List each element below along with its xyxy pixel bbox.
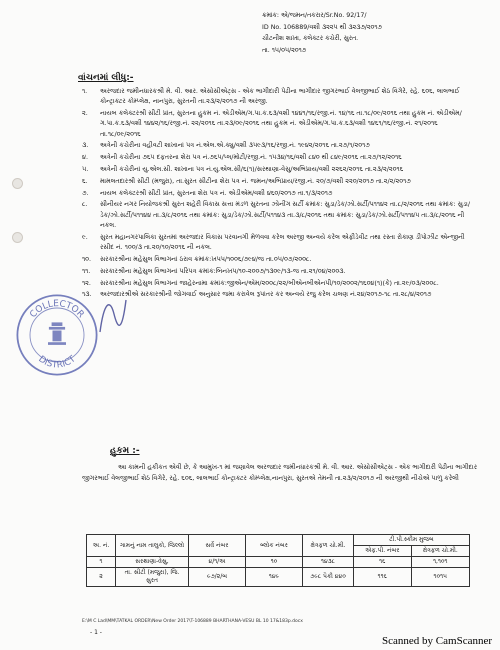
cell-survey: ૯૭/૨/બ — [189, 568, 246, 587]
reference-item — [82, 152, 477, 162]
id-number: ID No. 106889/વશી ૩૨૨૫ થી ૩૨૩૭/૨૦૧૭ — [262, 23, 382, 31]
reference-number: ૧૦. — [82, 254, 92, 263]
reference-text: અરજદાર જમીનધારકશ્રી મે. વી. આર. એસોસીએટ્સ - એક ભાગીદારી પેઢીના ભાગીદાર જીગરભાઈ વેલજીભાઈ શેઠ વિગેરે, રહે. ૬૦૬, લાલભાઈ કોન્ટ્રાક્ટર કોમ્પ્લેક્ષ, નાનપુરા, સુરતની તા.૨૩/૨/૨૦૧૭ ની અરજી. — [100, 87, 460, 106]
header-sr: અ. નં. — [87, 535, 116, 557]
svg-text:COLLECTOR — [28, 299, 85, 320]
punch-hole — [12, 178, 23, 189]
office-name: ચીટનીશ શાખા, કલેક્ટર કચેરી, સુરત. — [262, 35, 359, 42]
reference-item — [82, 254, 477, 264]
cell-fp: ૧૬ — [354, 557, 412, 568]
header-survey: સર્વે નંબર — [189, 535, 246, 557]
reference-number: ૩. — [82, 141, 89, 150]
reference-text: સરકારશ્રીના મહેસુલ વિભાગનાં ઠરાવ ક્રમાંક:ખપપ/૧૦૦૬/૭૯૪/જ તા.૦૫/૦૭/૨૦૦૮. — [100, 254, 312, 263]
reference-number: ૪. — [82, 153, 88, 162]
page-number: - 1 - — [90, 629, 102, 636]
reference-text: સીનીયર નગર નિયોજકશ્રી સુરત શહેરી વિકાસ સત્તા મંડળ સુરતના ઝોનીંગ સર્ટી ક્રમાંક: સુડા/ડેક/ઝો.સર્ટી/પ૧૧૪૨ તા.૮/૨/૨૦૧૬ તથા ક્રમાંક: સુડા/ડેક/ઝો.સર્ટી/પ૧૧૪૪ તા.૩/૮/૨૦૧૬ તથા ક્રમાંક: સુડા/ડેક/ઝો.સર્ટી/પ૧૧૪૩ તા.૩/૮/૨૦૧૬ તથા ક્રમાંક: સુડા/ડેક/ઝો.સર્ટી/પ૧૧૪૫ તા.૩/૮/૨૦૧૬ ની નકલ. — [100, 200, 470, 230]
reference-text: મામલતદારશ્રી સીટી (મજુરા), તા.સુરત સીટીના શેરા પત્ર નં. જમન/અભિપ્રાય/રજી.નં. ૨૦/૭/વશી ૨૨૦/૨૦૧૭ તા.૨/૨/૨૦૧૭ — [100, 176, 411, 185]
reference-number: ૧. — [82, 87, 88, 95]
reference-number: ૫. — [82, 165, 89, 174]
reference-number: ૧૧. — [82, 266, 91, 275]
reference-number: ૧૨. — [82, 278, 91, 287]
reference-text: સરકારશ્રીના મહેસુલ વિભાગનાં પરિપત્ર ક્રમાંક:બિનખપ/૧૦-૨૦૦૭/૧૩૦૯/૧૩-જ તા.૨૧/૦૪/૨૦૦૩. — [100, 266, 346, 275]
reference-item — [82, 266, 477, 276]
reference-text: નાયબ કલેક્ટરશ્રી સીટી પ્રાંત, સુરતના હુકમ નં. એડીએમ/ગ.પા.ક.૬૩/વશી ૧૪૪૧/૧૬/રજી.નં. ૧૪/૧૬ તા.૧૮/૦૯/૨૦૧૬ તથા હુકમ નં. એડીએમ/ગ.પા.ક.૬૩/વશી ૧૪૪૨/૧૬/રજી.નં. ૨૨/૨૦૧૬ તા.૨૩/૦૯/૨૦૧૬ તથા હુકમ નં. એડીએમ/ગ.પા.ક.૬૩/વશી ૧૪૬૧/૧૬/રજી.નં. ૨૧/૨૦૧૬ તા.૧૮/૦૯/૨૦૧૬ — [100, 109, 462, 138]
reference-text: અત્રેની કચેરીનાં યુ.એલ.સી. શાખાના પત્ર નં.યુ.એલ.સી/૬(૧)/સરથાણા-વેસુ/અભિપ્રાય/વશી ૨૨૬૨/૨૦૧૬ તા.૨૩/૨/૨૦૧૬ — [100, 165, 404, 174]
reference-number: ૭. — [82, 188, 89, 197]
svg-text:DISTRICT — [36, 354, 78, 370]
cell-sr: ૧ — [87, 557, 116, 568]
cell-fp: ૧૧૬ — [354, 568, 412, 587]
collector-stamp-icon — [12, 290, 102, 380]
reference-item — [82, 108, 477, 139]
references-heading: વાંચનમાં લીધુ:- — [78, 73, 134, 83]
file-path: E:\M C Lad\MM\TATKAL ORDER\New Order 2017\T-106889 BHARTHANA-VESU BL 10 17&183p.docx — [82, 619, 303, 624]
cell-area: ૭૯૮ પૈકી ૪૪૦ — [303, 568, 354, 587]
cell-village: તા. સીટી (મજુરા), જિ. સુરત — [116, 568, 189, 587]
reference-item — [82, 176, 477, 186]
reference-text: અરજદારશ્રીએ સરકારશ્રીની જોગવાઈ અનુસાર જમા કરાવેલ રૂપાંતર કર અન્વયે રજુ કરેલ ચલણ નં.૨૪/૨૦૧૭-૧૮ તા.૨૮/૪/૨૦૧૭ — [100, 290, 432, 299]
reference-number: ૬. — [82, 176, 88, 185]
table-row — [87, 568, 470, 587]
stamp-top-text: COLLECTOR — [28, 299, 86, 321]
reference-item — [82, 278, 477, 288]
header-fp: એફ.પી. નંબર — [354, 546, 412, 557]
punch-hole — [12, 232, 23, 243]
cell-block: ૧૦ — [246, 557, 303, 568]
reference-number: ૨. — [82, 109, 88, 118]
reference-number: ૯. — [82, 232, 88, 241]
cell-sr: ૨ — [87, 568, 116, 587]
scanner-watermark: Scanned by CamScanner — [382, 635, 492, 647]
reference-item — [82, 188, 477, 198]
reference-item — [82, 86, 477, 107]
reference-text: સરકારશ્રીના મહેસુલ વિભાગનાં જાહેરનામા ક્રમાંક:જીએન/એમ/૨૦૦૮/૨૨/બીએનબીએનપી/૧૦/૨૦૦૨/૧૬૦૪(૧)(કે) તા.૨૯/૦૩/૨૦૦૮. — [100, 278, 439, 287]
references-list — [82, 86, 477, 301]
cell-tp-area: ૧૦૧૫ — [411, 568, 469, 587]
order-number: ક્રમાંક: એ/જમન/તકરાર/Sr.No. 92/17/ — [262, 12, 367, 19]
signature-mark-icon — [96, 292, 130, 338]
header-block: બ્લોક નંબર — [246, 535, 303, 557]
order-heading: હુકમ :- — [110, 446, 140, 456]
reference-item — [82, 199, 477, 230]
header-area: ક્ષેત્રફળ ચો.મી. — [303, 535, 354, 557]
reference-item — [82, 164, 477, 174]
reference-text: સુરત મહાનગરપાલિકા સુરતમાં અરજદાર વિકાસ પરવાનગી મેળવવા કરેલ અરજી અન્વયે કરેલ એફીડેવીટ તથા રસ્તા રોકાણ ડીપોઝીટ એન્જીની રસીદ નં. ૧૦૦/૩ તા.૨૦/૧૦/૨૦૧૬ ની નકલ. — [100, 232, 465, 252]
cell-survey: ૪/૧/અ — [189, 557, 246, 568]
reference-text: અત્રેની કચેરીના વહીવટી શાખાનાં પત્ર નં.એલ.એ.ક્યુ/વશી ૩૫૯૩/૧૬/રજી.નં. ૧૯૪૨/૨૦૧૬ તા.૨૭/૧/૨૦૧૭ — [100, 141, 370, 150]
cell-area: ૧૪૩૮ — [303, 557, 354, 568]
cell-village: સરથાણા-વેસુ, — [116, 557, 189, 568]
header-tp-area: ક્ષેત્રફળ ચો.મી. — [411, 546, 469, 557]
reference-item — [82, 140, 477, 150]
table-row — [87, 557, 470, 568]
header-village: ગામનું નામ તાલુકો, જિલ્લો — [116, 535, 189, 557]
cell-tp-area: ૧,૧૦૧ — [411, 557, 469, 568]
reference-number: ૮. — [82, 200, 88, 209]
reference-item — [82, 232, 477, 253]
order-paragraph: આ કામની હકીકત એવી છે, કે આમુખ-૧ માં જણાવેલ અરજદાર જમીનધારકશ્રી મે. વી. આર. એસોસીએટ્સ - એક ભાગીદારી પેઢીના ભાગીદાર જીગરભાઈ વેલજીભાઈ શેઠ વિગેરે, રહે. ૬૦૬, લાલભાઈ કોન્ટ્રાક્ટર કોમ્પ્લેક્ષ,નાનપુરા, સુરતએ તેમની તા.૨૩/૨/૨૦૧૭ ની અરજીથી નીચેએ ૫ાળુ કરેલી — [82, 463, 478, 482]
land-details-table — [86, 534, 470, 587]
reference-number: ૧૩. — [82, 290, 92, 299]
cell-block: ૧૪૯ — [246, 568, 303, 587]
document-header — [262, 10, 492, 56]
order-date: તા. ૧૫/૦૫/૨૦૧૭ — [262, 46, 307, 54]
reference-text: અત્રેની કચેરીના ૭૬૫ દફતરના શેરા પત્ર નં.૭૬૫/પ્લ/મોટી/રજી.નં. ૧૫૩૪/૧૬/વશી ૮૪૦ થી ૮૪૯/૨૦૧૬ તા.૨૭/૧૨/૨૦૧૬ — [100, 153, 402, 162]
header-tp-scheme: ટી.પી.સ્કીમ મુજબ — [354, 535, 470, 546]
stamp-bottom-text: DISTRICT — [36, 354, 78, 371]
reference-item — [82, 289, 477, 299]
reference-text: નાયબ કલેક્ટરશ્રી સીટી પ્રાંત, સુરતના શેરા પત્ર નં. એડીએમ/વશી ૪૬૦/૨૦૧૭ તા.૧/૩/૨૦૧૭ — [100, 188, 333, 197]
